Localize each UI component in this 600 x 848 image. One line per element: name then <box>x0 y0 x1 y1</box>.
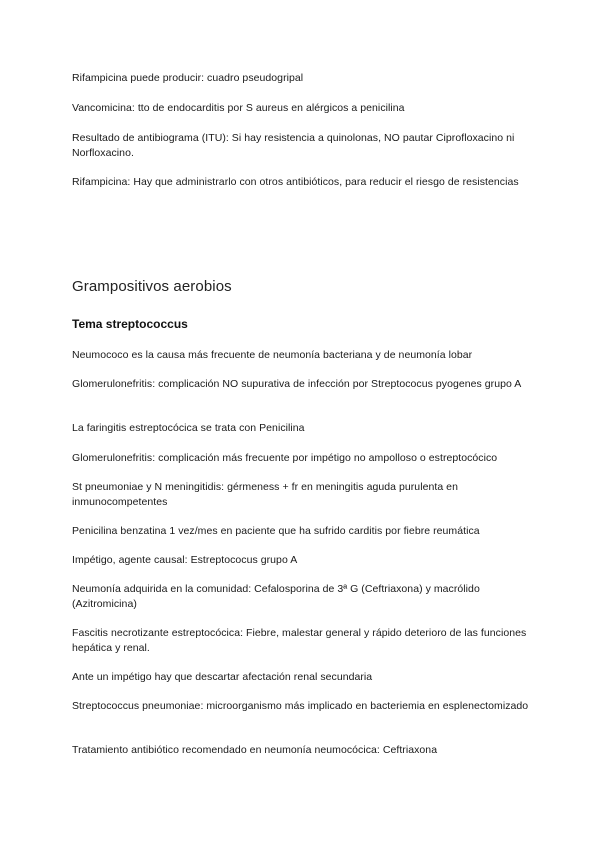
note-impetigo-renal: Ante un impétigo hay que descartar afectación renal secundaria <box>72 671 373 683</box>
note-impetigo-agente: Impétigo, agente causal: Estreptococus grupo A <box>72 554 298 566</box>
note-tratamiento-neumonia: Tratamiento antibiótico recomendado en neumonía neumocócica: Ceftriaxona <box>72 744 438 756</box>
note-glomerulonefritis-impetigo: Glomerulonefritis: complicación más frecuente por impétigo no ampolloso o estreptocócico <box>72 452 498 464</box>
note-meningitis: St pneumoniae y N meningitidis: gérmeness + fr en meningitis aguda purulenta en inmunocompetentes <box>72 481 458 508</box>
note-fascitis-necrotizante: Fascitis necrotizante estreptocócica: Fiebre, malestar general y rápido deterioro de las funciones hepática y renal. <box>72 627 527 654</box>
note-vancomicina-endocarditis: Vancomicina: tto de endocarditis por S aureus en alérgicos a penicilina <box>72 102 405 114</box>
note-neumococo: Neumococo es la causa más frecuente de neumonía bacteriana y de neumonía lobar <box>72 349 473 361</box>
section-title: Grampositivos aerobios <box>72 278 232 295</box>
note-antibiograma-itu: Resultado de antibiograma (ITU): Si hay resistencia a quinolonas, NO pautar Ciprofloxacino ni Norfloxacino. <box>72 132 515 159</box>
note-rifampicina-pseudogripal: Rifampicina puede producir: cuadro pseudogripal <box>72 72 304 84</box>
note-glomerulonefritis-no-supurativa: Glomerulonefritis: complicación NO supurativa de infección por Streptococus pyogenes grupo A <box>72 378 522 390</box>
note-penicilina-benzatina: Penicilina benzatina 1 vez/mes en paciente que ha sufrido carditis por fiebre reumática <box>72 525 480 537</box>
note-rifampicina-resistencias: Rifampicina: Hay que administrarlo con otros antibióticos, para reducir el riesgo de resistencias <box>72 176 519 188</box>
note-faringitis: La faringitis estreptocócica se trata con Penicilina <box>72 422 305 434</box>
section-subtitle: Tema streptococcus <box>72 317 188 331</box>
note-bacteriemia-esplenectomizado: Streptococcus pneumoniae: microorganismo más implicado en bacteriemia en esplenectomizado <box>72 700 529 712</box>
note-neumonia-comunidad: Neumonía adquirida en la comunidad: Cefalosporina de 3ª G (Ceftriaxona) y macrólido (Azitromicina) <box>72 583 480 610</box>
